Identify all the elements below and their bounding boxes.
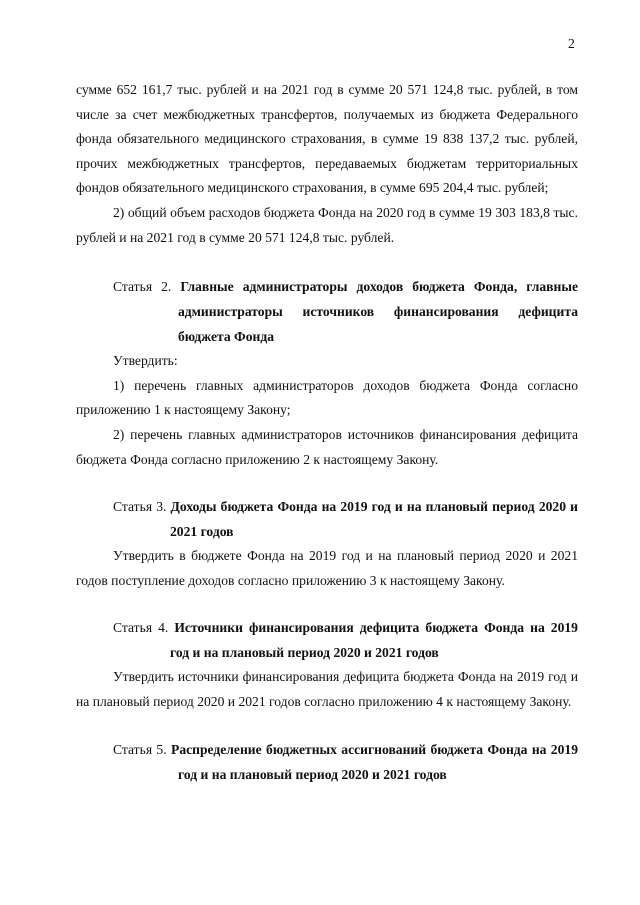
article-4-title: Источники финансирования дефицита бюджета Фонда на 2019 год и на плановый период 2020 и 2021 годов [170,620,578,661]
article-2-heading [76,274,578,349]
article-4-heading [76,615,578,665]
article-2-label: Статья 2. [113,279,172,295]
article-2-item-2: 2) перечень главных администраторов источников финансирования дефицита бюджета Фонда согласно приложению 2 к настоящему Закону. [76,426,578,467]
article-2-title: Главные администраторы доходов бюджета Фонда, главные администраторы источников финансирования дефицита бюджета Фонда [178,279,578,345]
article-5-title: Распределение бюджетных ассигнований бюджета Фонда на 2019 год и на плановый период 2020 и 2021 годов [171,741,578,782]
article-4-body: Утвердить источники финансирования дефицита бюджета Фонда на 2019 год и на плановый период 2020 и 2021 годов согласно приложению 4 к настоящему Закону. [76,669,578,709]
article-3-body: Утвердить в бюджете Фонда на 2019 год и на плановый период 2020 и 2021 годов поступление доходов согласно приложению 3 к настоящему Закону. [76,548,578,588]
article-2-item-1: 1) перечень главных администраторов доходов бюджета Фонда согласно приложению 1 к настоящему Закону; [76,377,578,418]
article-5-label: Статья 5. [113,741,167,757]
article-5-heading [76,737,578,787]
article-3-heading [76,494,578,544]
paragraph-expenses-total: 2) общий объем расходов бюджета Фонда на 2020 год в сумме 19 303 183,8 тыс. рублей и на 2021 год в сумме 20 571 124,8 тыс. рублей. [76,204,578,245]
article-4-label: Статья 4. [113,620,169,636]
article-3-label: Статья 3. [113,499,167,515]
document-body [76,78,578,787]
page-number: 2 [568,36,575,51]
article-2-intro: Утвердить: [113,353,178,369]
paragraph-income-continuation: сумме 652 161,7 тыс. рублей и на 2021 год в сумме 20 571 124,8 тыс. рублей, в том числе за счет межбюджетных трансфертов, получаемых из бюджета Федерального фонда обязательного медицинского страхования, в сумме 19 838 137,2 тыс. рублей, прочих межбюджетных трансфертов, передаваемых бюджетам территориальных фондов обязательного медицинского страхования, в сумме 695 204,4 тыс. рублей; [76,82,578,196]
article-3-title: Доходы бюджета Фонда на 2019 год и на плановый период 2020 и 2021 годов [170,499,578,540]
